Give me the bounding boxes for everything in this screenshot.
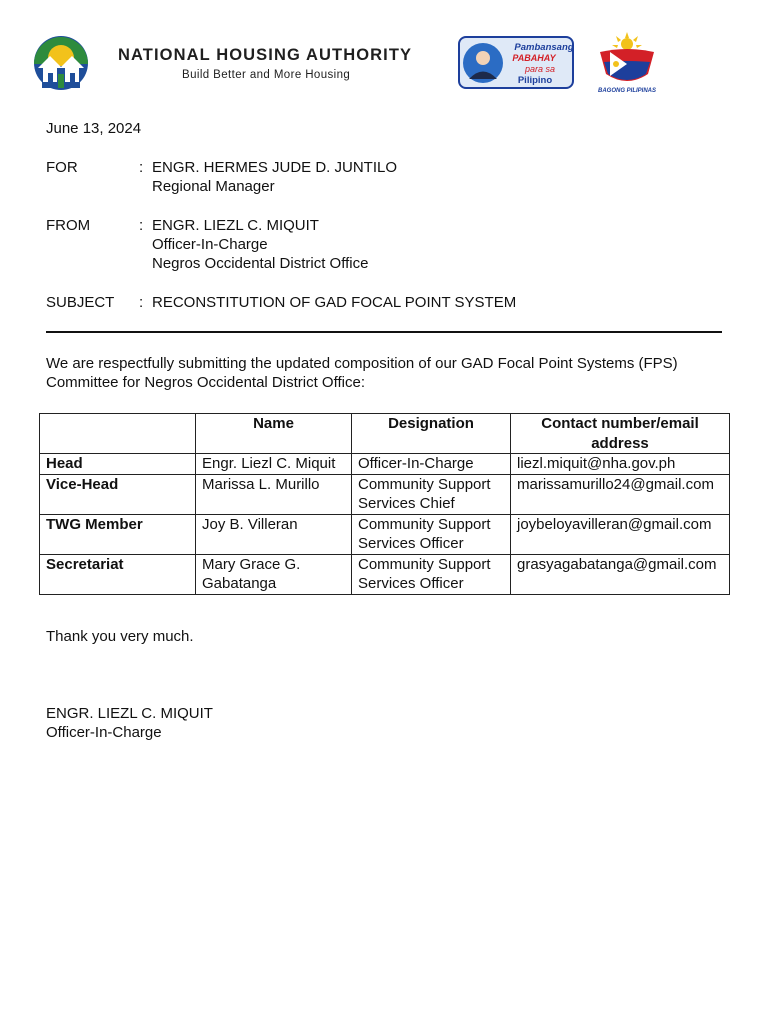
- org-name: NATIONAL HOUSING AUTHORITY: [118, 46, 413, 64]
- row-role: Secretariat: [40, 554, 196, 594]
- for-recipient-name: ENGR. HERMES JUDE D. JUNTILO: [152, 159, 398, 176]
- for-colon: :: [139, 159, 144, 176]
- pabahay-text-4: Pilipino: [517, 75, 553, 86]
- row-contact: joybeloyavilleran@gmail.com: [511, 514, 730, 554]
- row-role: Vice-Head: [40, 474, 196, 514]
- pambansang-pabahay-logo: [458, 36, 574, 89]
- intro-line-2: Committee for Negros Occidental District Office:: [46, 374, 365, 391]
- table-row: [40, 514, 730, 554]
- pabahay-text-2: PABAHAY: [512, 53, 556, 63]
- closing-text: Thank you very much.: [46, 628, 194, 645]
- row-name: Mary Grace G. Gabatanga: [196, 554, 352, 594]
- row-name: Marissa L. Murillo: [196, 474, 352, 514]
- subject-label: SUBJECT: [46, 294, 115, 311]
- intro-line-1: We are respectfully submitting the updated composition of our GAD Focal Point Systems (FPS): [46, 355, 678, 372]
- table-row: [40, 554, 730, 594]
- table-header-contact: Contact number/email address: [511, 414, 730, 454]
- row-designation: Community Support Services Chief: [352, 474, 511, 514]
- row-contact: marissamurillo24@gmail.com: [511, 474, 730, 514]
- bagong-pilipinas-logo: [590, 30, 664, 94]
- table-header-role: [40, 414, 196, 454]
- nha-logo: [30, 34, 92, 92]
- pabahay-text-3: para sa: [524, 64, 556, 74]
- table-header-name: Name: [196, 414, 352, 454]
- row-role: Head: [40, 454, 196, 475]
- table-header-designation: Designation: [352, 414, 511, 454]
- from-label: FROM: [46, 217, 91, 234]
- from-sender-title: Officer-In-Charge: [152, 236, 268, 253]
- row-contact: grasyagabatanga@gmail.com: [511, 554, 730, 594]
- table-header-row: [40, 414, 730, 454]
- row-designation: Community Support Services Officer: [352, 554, 511, 594]
- org-tagline: Build Better and More Housing: [182, 69, 351, 81]
- signatory-title: Officer-In-Charge: [46, 724, 162, 741]
- from-colon: :: [139, 217, 144, 234]
- subject-colon: :: [139, 294, 144, 311]
- from-sender-name: ENGR. LIEZL C. MIQUIT: [152, 217, 319, 234]
- header-divider: [46, 331, 722, 333]
- row-name: Joy B. Villeran: [196, 514, 352, 554]
- subject-text: RECONSTITUTION OF GAD FOCAL POINT SYSTEM: [152, 294, 517, 311]
- signatory-name: ENGR. LIEZL C. MIQUIT: [46, 705, 213, 722]
- table-row: [40, 454, 730, 475]
- fps-committee-table: [39, 413, 730, 595]
- row-designation: Officer-In-Charge: [352, 454, 511, 475]
- table-row: [40, 474, 730, 514]
- for-label: FOR: [46, 159, 78, 176]
- pabahay-text-1: Pambansang: [514, 42, 574, 53]
- memo-date: June 13, 2024: [46, 120, 142, 137]
- from-sender-office: Negros Occidental District Office: [152, 255, 369, 272]
- row-designation: Community Support Services Officer: [352, 514, 511, 554]
- for-recipient-title: Regional Manager: [152, 178, 275, 195]
- row-role: TWG Member: [40, 514, 196, 554]
- row-name: Engr. Liezl C. Miquit: [196, 454, 352, 475]
- row-contact: liezl.miquit@nha.gov.ph: [511, 454, 730, 475]
- bagong-pilipinas-text: BAGONG PILIPINAS: [597, 88, 657, 94]
